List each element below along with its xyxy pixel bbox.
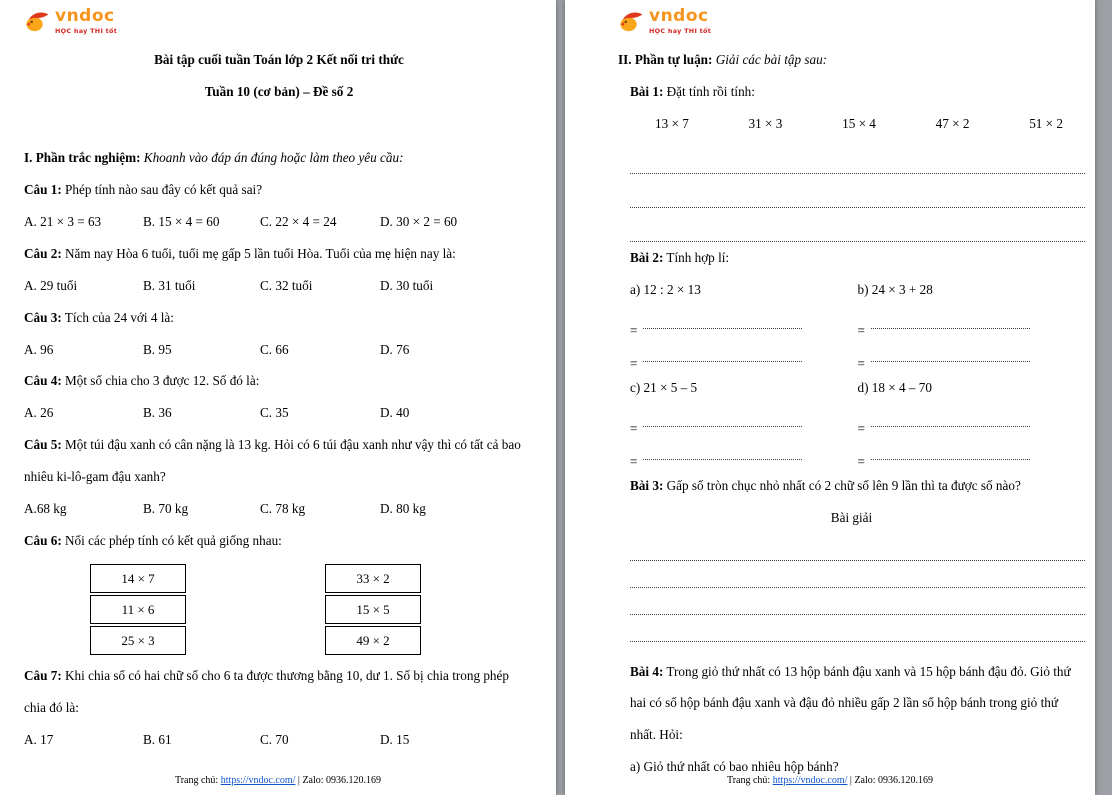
exercise-3-heading	[630, 470, 1085, 502]
equals-answer-line	[858, 339, 1030, 372]
question-1-options	[24, 206, 534, 238]
question-7-options	[24, 724, 534, 756]
footer-zalo: Zalo: 0936.120.169	[854, 775, 934, 786]
question-3-text: Tích của 24 với 4 là:	[64, 309, 174, 325]
exercise-4-heading	[630, 656, 1085, 752]
footer-home-label: Trang chủ:	[174, 775, 219, 786]
equals-sign: =	[630, 322, 638, 338]
answer-line	[630, 534, 1085, 561]
vndoc-logo-text	[55, 8, 117, 35]
exercise-2-part-a	[630, 274, 858, 372]
option-d: D. 15	[380, 731, 410, 747]
match-box: 15 × 5	[325, 595, 421, 624]
vndoc-tagline: HỌC hay THI tốt	[649, 27, 712, 35]
answer-dots	[871, 459, 1030, 460]
option-a: A. 96	[24, 341, 54, 357]
question-3-label: Câu 3:	[24, 309, 62, 325]
equals-answer-line	[858, 404, 1030, 437]
question-5	[24, 429, 534, 493]
page-1-footer	[0, 775, 556, 787]
part-label: c) 21 × 5 – 5	[630, 379, 698, 395]
match-box: 33 × 2	[325, 564, 421, 593]
question-7-label: Câu 7:	[24, 668, 62, 684]
exercise-1-heading	[630, 76, 1085, 108]
solution-heading: Bài giải	[830, 509, 873, 525]
equals-answer-line	[630, 404, 802, 437]
answer-dots	[871, 361, 1030, 362]
part-label: b) 24 × 3 + 28	[857, 281, 933, 297]
exercise-2-part-d	[858, 372, 1086, 470]
option-a: A.68 kg	[24, 501, 67, 517]
equals-sign: =	[857, 322, 865, 338]
option-a: A. 21 × 3 = 63	[24, 213, 102, 229]
equals-sign: =	[630, 420, 638, 436]
answer-dots	[871, 328, 1030, 329]
question-2-text: Năm nay Hòa 6 tuổi, tuổi mẹ gấp 5 lần tuổi Hòa. Tuổi của mẹ hiện nay là:	[65, 245, 456, 261]
equals-answer-line	[630, 339, 802, 372]
equals-sign: =	[630, 453, 638, 469]
exercise-3-text: Gấp số tròn chục nhỏ nhất có 2 chữ số lên 9 lần thì ta được số nào?	[666, 477, 1021, 493]
exercise-2-part-b	[858, 274, 1086, 372]
question-6-label: Câu 6:	[24, 533, 62, 549]
option-d: D. 80 kg	[380, 501, 426, 517]
question-4-label: Câu 4:	[24, 373, 62, 389]
option-c: C. 78 kg	[260, 501, 306, 517]
option-b: B. 70 kg	[143, 501, 189, 517]
option-d: D. 30 × 2 = 60	[380, 213, 458, 229]
answer-dots	[643, 459, 802, 460]
vndoc-tagline: HỌC hay THI tốt	[55, 27, 118, 35]
answer-line	[630, 615, 1085, 642]
question-4-text: Một số chia cho 3 được 12. Số đó là:	[65, 373, 260, 389]
expression: 31 × 3	[748, 115, 783, 131]
question-2-label: Câu 2:	[24, 245, 62, 261]
exercise-2-text: Tính hợp lí:	[666, 249, 730, 265]
footer-home-link[interactable]: https://vndoc.com/	[220, 775, 296, 786]
answer-dots	[643, 426, 802, 427]
section-1-instruction: Khoanh vào đáp án đúng hoặc làm theo yêu cầu:	[143, 149, 404, 165]
section-1-heading	[24, 142, 534, 174]
answer-line	[630, 561, 1085, 588]
section-2-label: II. Phần tự luận:	[618, 52, 713, 67]
answer-dots	[871, 426, 1030, 427]
match-box: 14 × 7	[90, 564, 186, 593]
question-3-options	[24, 334, 534, 366]
exercise-4-label: Bài 4:	[630, 663, 664, 679]
exercise-1-text: Đặt tính rồi tính:	[666, 83, 755, 99]
match-column-right	[325, 564, 421, 655]
page-2	[565, 0, 1095, 795]
section-2-heading	[618, 44, 1085, 76]
page-2-footer	[565, 775, 1095, 787]
equals-answer-line	[858, 437, 1030, 470]
question-5-label: Câu 5:	[24, 437, 62, 453]
answer-dots	[643, 328, 802, 329]
match-box: 25 × 3	[90, 626, 186, 655]
question-6	[24, 525, 534, 557]
part-label: d) 18 × 4 – 70	[857, 379, 932, 395]
question-4	[24, 365, 534, 397]
question-6-match-area	[90, 564, 534, 655]
vndoc-brand: vndoc	[55, 6, 115, 26]
match-column-left	[90, 564, 186, 655]
exercise-4-part-a: a) Giỏ thứ nhất có bao nhiêu hộp bánh?	[630, 759, 839, 775]
equals-sign: =	[857, 355, 865, 371]
question-3	[24, 302, 534, 334]
exercise-1-label: Bài 1:	[630, 83, 664, 99]
answer-line	[630, 140, 1085, 174]
question-2-options	[24, 270, 534, 302]
option-c: C. 66	[260, 341, 289, 357]
option-b: B. 31 tuổi	[143, 277, 196, 293]
exercise-2-part-c	[630, 372, 858, 470]
question-5-text: Một túi đậu xanh có cân nặng là 13 kg. Hỏi có 6 túi đậu xanh như vậy thì có tất cả bao nhiêu ki-lô-gam đậu xanh?	[24, 437, 521, 485]
expression: 47 × 2	[935, 115, 970, 131]
answer-line	[630, 588, 1085, 615]
vndoc-brand: vndoc	[649, 6, 709, 26]
equals-answer-line	[630, 306, 802, 339]
vndoc-bird-icon	[24, 8, 50, 34]
expression: 51 × 2	[1029, 115, 1063, 131]
part-label: a) 12 : 2 × 13	[630, 281, 701, 297]
expression: 15 × 4	[842, 115, 876, 131]
match-box: 49 × 2	[325, 626, 421, 655]
equals-sign: =	[630, 355, 638, 371]
option-b: B. 36	[143, 405, 172, 421]
option-a: A. 29 tuổi	[24, 277, 78, 293]
answer-line	[630, 174, 1085, 208]
equals-answer-line	[858, 306, 1030, 339]
vndoc-bird-icon	[618, 8, 644, 34]
option-c: C. 35	[260, 405, 289, 421]
footer-home-label: Trang chủ:	[726, 775, 771, 786]
option-c: C. 22 × 4 = 24	[260, 213, 337, 229]
question-5-options	[24, 493, 534, 525]
exercise-2-parts	[630, 274, 1085, 470]
option-b: B. 95	[143, 341, 172, 357]
worksheet-title: Bài tập cuối tuần Toán lớp 2 Kết nối tri thức	[154, 52, 404, 67]
option-d: D. 40	[380, 405, 410, 421]
question-1-label: Câu 1:	[24, 181, 62, 197]
exercise-4-text: Trong giỏ thứ nhất có 13 hộp bánh đậu xanh và 15 hộp bánh đậu đỏ. Giỏ thứ hai có số hộp bánh đậu xanh và đậu đỏ nhiều gấp 2 lần số hộp bánh trong giỏ thứ nhất. Hỏi:	[630, 663, 1071, 743]
footer-zalo: Zalo: 0936.120.169	[302, 775, 382, 786]
question-7	[24, 660, 534, 724]
footer-home-link[interactable]: https://vndoc.com/	[772, 775, 848, 786]
footer-separator: |	[849, 775, 852, 786]
section-1-label: I. Phần trắc nghiệm:	[24, 149, 141, 165]
option-a: A. 26	[24, 405, 54, 421]
option-b: B. 61	[143, 731, 172, 747]
option-d: D. 30 tuổi	[380, 277, 434, 293]
question-2	[24, 238, 534, 270]
question-4-options	[24, 397, 534, 429]
question-6-text: Nối các phép tính có kết quả giống nhau:	[65, 533, 282, 549]
worksheet-subtitle: Tuần 10 (cơ bản) – Đề số 2	[204, 83, 354, 99]
vndoc-logo	[24, 8, 534, 44]
exercise-2-label: Bài 2:	[630, 249, 664, 265]
equals-answer-line	[630, 437, 802, 470]
equals-sign: =	[857, 420, 865, 436]
answer-dots	[643, 361, 802, 362]
vndoc-logo	[618, 8, 1085, 44]
match-box: 11 × 6	[90, 595, 186, 624]
option-b: B. 15 × 4 = 60	[143, 213, 220, 229]
vndoc-logo-text	[649, 8, 711, 35]
option-d: D. 76	[380, 341, 410, 357]
exercise-2-heading	[630, 242, 1085, 274]
equals-sign: =	[857, 453, 865, 469]
answer-line	[630, 208, 1085, 242]
option-c: C. 70	[260, 731, 289, 747]
question-7-text: Khi chia số có hai chữ số cho 6 ta được thương bằng 10, dư 1. Số bị chia trong phép chia đó là:	[24, 668, 509, 715]
section-2-instruction: Giải các bài tập sau:	[715, 52, 828, 67]
exercise-3-label: Bài 3:	[630, 477, 664, 493]
footer-separator: |	[297, 775, 300, 786]
option-a: A. 17	[24, 731, 54, 747]
option-c: C. 32 tuổi	[260, 277, 313, 293]
expression: 13 × 7	[655, 115, 689, 131]
exercise-1-expressions	[655, 108, 1063, 140]
question-1	[24, 174, 534, 206]
question-1-text: Phép tính nào sau đây có kết quả sai?	[65, 181, 263, 197]
